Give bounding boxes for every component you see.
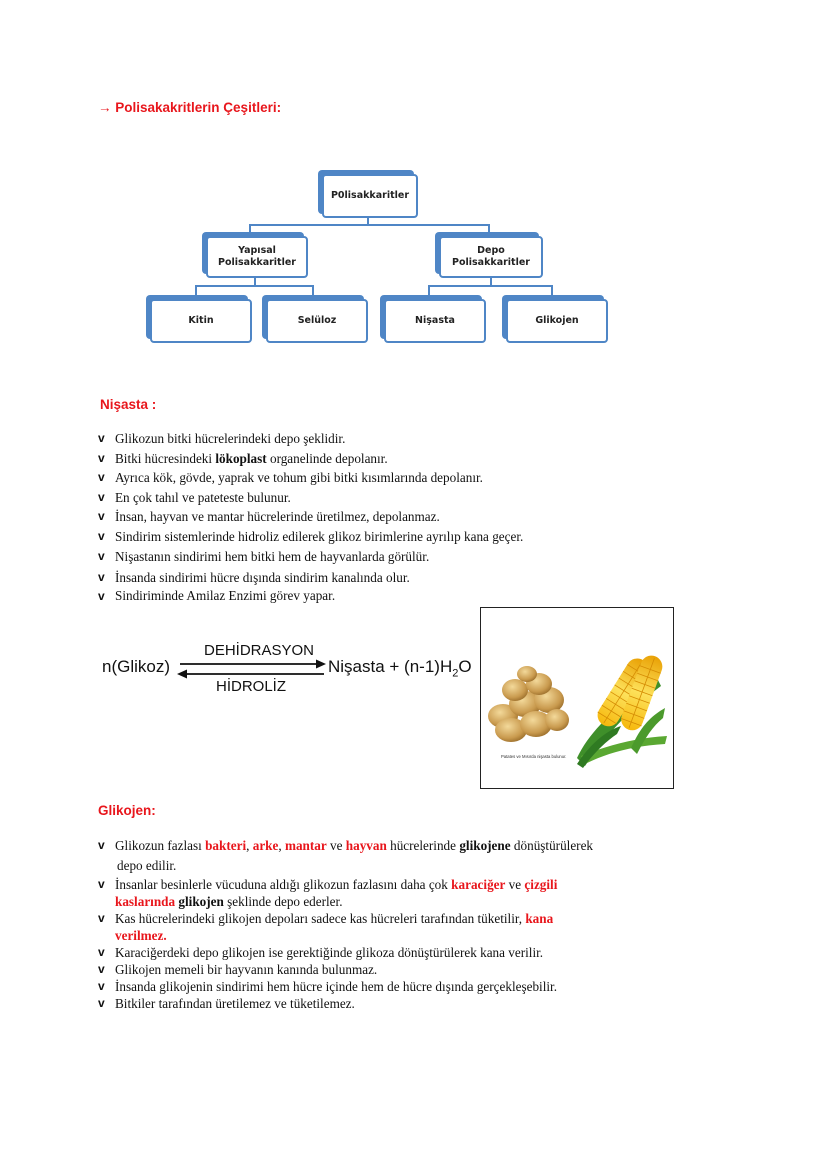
list-item: v Glikojen memeli bir hayvanın kanında bulunmaz. — [98, 961, 718, 978]
potato-corn-illustration — [481, 608, 673, 788]
tree-storage — [439, 236, 543, 278]
item-bold: glikojene — [459, 838, 511, 853]
item-bold: lökoplast — [215, 450, 267, 466]
list-item: v Karaciğerdeki depo glikojen ise gerektiğinde glikoza dönüştürülerek kana verilir. — [98, 944, 718, 961]
tree-leaf-kitin-label: Kitin — [188, 315, 214, 327]
list-item: v Sindirim sistemlerinde hidroliz edilerek glikoz birimlerine ayrılıp kana geçer. — [98, 527, 718, 547]
tree-leaf-kitin — [150, 299, 252, 343]
list-item: v Glikozun bitki hücrelerindeki depo şeklidir. — [98, 429, 718, 449]
list-item: v İnsanda sindirimi hücre dışında sindirim kanalında olur. — [98, 568, 718, 588]
list-item — [98, 876, 718, 910]
reaction-right — [328, 657, 472, 679]
tree-leaf-seluloz-label: Selüloz — [297, 315, 337, 327]
item-red: hayvan — [345, 838, 387, 853]
reaction-subscript: 2 — [452, 667, 459, 680]
list-item: v İnsan, hayvan ve mantar hücrelerinde üretilmez, depolanmaz. — [98, 507, 718, 527]
tree-structural-line1: Yapısal — [238, 245, 276, 257]
image-caption: Patates ve Mısırda nişasta bulunur. — [501, 754, 567, 759]
item-red: bakteri — [205, 838, 247, 853]
tree-leaf-glikojen — [506, 299, 608, 343]
item-red: karaciğer — [451, 877, 506, 893]
item-text: İnsanlar besinlerle vücuduna aldığı glikozun fazlasını daha çok — [115, 877, 452, 893]
nisasta-list — [98, 429, 718, 604]
item-red: verilmez. — [115, 928, 167, 944]
item-red: kana — [525, 911, 554, 927]
item-text: ve — [326, 838, 346, 853]
list-item — [98, 449, 718, 469]
item-text: Bitki hücresindeki — [115, 450, 216, 466]
list-item — [98, 836, 718, 875]
nisasta-heading: Nişasta : — [100, 397, 157, 412]
item-text: Glikozun fazlası — [115, 838, 206, 853]
item-text: depo edilir. — [117, 857, 177, 873]
list-item: v İnsanda glikojenin sindirimi hem hücre içinde hem de hücre dışında gerçekleşebilir. — [98, 978, 718, 995]
item-text: şeklinde depo ederler. — [223, 894, 343, 910]
list-item: v En çok tahıl ve pateteste bulunur. — [98, 488, 718, 508]
item-text: , — [278, 838, 285, 853]
section-heading: → Polisakakritlerin Çeşitleri: — [98, 100, 282, 115]
item-text: hücrelerinde — [386, 838, 460, 853]
item-red: kaslarında — [115, 894, 179, 910]
item-red: arke — [252, 838, 279, 853]
reaction-forward-label: DEHİDRASYON — [204, 642, 315, 659]
tree-root — [322, 174, 418, 218]
potatoes — [488, 666, 569, 742]
tree-root-label: P0lisakkaritler — [330, 190, 410, 202]
potato-corn-image — [480, 607, 674, 789]
tree-structural — [206, 236, 308, 278]
tree-leaf-nisasta — [384, 299, 486, 343]
tree-structural-line2: Polisakkaritler — [218, 257, 296, 268]
item-text: Kas hücrelerindeki glikojen depoları sadece kas hücreleri tarafından tüketilir, — [115, 911, 526, 927]
item-text: , — [246, 838, 253, 853]
list-item — [98, 910, 718, 944]
reaction-left: n(Glikoz) — [102, 657, 171, 676]
tree-leaf-seluloz — [266, 299, 368, 343]
reaction-right-end: O — [458, 657, 472, 676]
list-item: v Nişastanın sindirimi hem bitki hem de hayvanlarda görülür. — [98, 547, 718, 567]
list-item: v Sindiriminde Amilaz Enzimi görev yapar. — [98, 588, 718, 604]
corn-cobs — [577, 653, 667, 768]
item-red: çizgili — [524, 877, 558, 893]
item-text: ve — [505, 877, 525, 893]
reaction-right-main: Nişasta + (n-1)H — [328, 657, 453, 676]
tree-leaf-nisasta-label: Nişasta — [415, 315, 455, 327]
tree-storage-line1: Depo — [477, 245, 505, 257]
list-item: v Bitkiler tarafından üretilemez ve tüketilemez. — [98, 995, 718, 1012]
list-item: v Ayrıca kök, gövde, yaprak ve tohum gibi bitki kısımlarında depolanır. — [98, 468, 718, 488]
tree-storage-line2: Polisakkaritler — [452, 257, 530, 268]
item-text: dönüştürülerek — [510, 838, 594, 853]
item-red: mantar — [284, 838, 327, 853]
glikojen-heading: Glikojen: — [98, 803, 156, 818]
item-text: organelinde depolanır. — [266, 450, 388, 466]
tree-leaf-glikojen-label: Glikojen — [535, 315, 579, 327]
glikojen-list — [98, 836, 718, 1012]
reaction-backward-label: HİDROLİZ — [216, 678, 287, 695]
item-bold: glikojen — [178, 894, 224, 910]
